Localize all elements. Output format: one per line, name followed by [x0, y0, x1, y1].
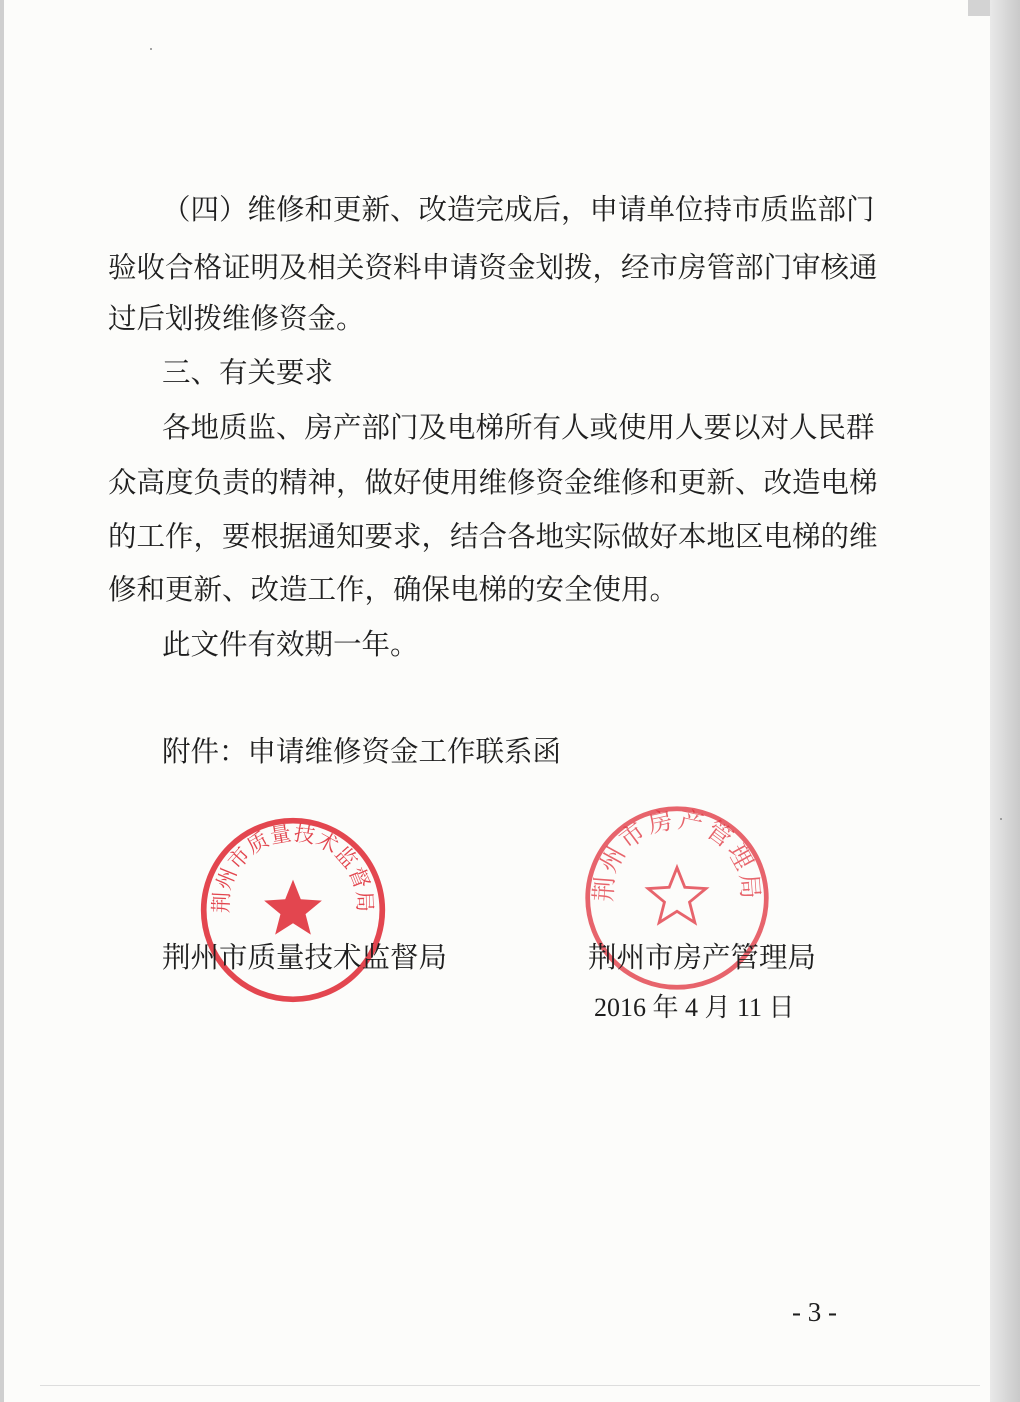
scan-speck — [1000, 818, 1002, 820]
seal-right-text: 荆州市房产管理局 — [588, 804, 766, 903]
attachment-line: 附件：申请维修资金工作联系函 — [162, 735, 562, 768]
paragraph-line: 过后划拨维修资金。 — [108, 302, 365, 335]
paragraph-line: 各地质监、房产部门及电梯所有人或使用人要以对人民群 — [162, 411, 875, 444]
signature-org-left: 荆州市质量技术监督局 — [162, 941, 448, 974]
seal-left-text: 荆州市质量技术监督局 — [208, 821, 378, 914]
paragraph-line: 验收合格证明及相关资料申请资金划拨，经市房管部门审核通 — [108, 251, 878, 284]
paragraph-line: 众高度负责的精神，做好使用维修资金维修和更新、改造电梯 — [108, 466, 878, 499]
signature-date: 2016 年 4 月 11 日 — [594, 993, 795, 1022]
scan-right-edge — [990, 0, 1020, 1402]
paragraph-line: 的工作，要根据通知要求，结合各地实际做好本地区电梯的维 — [108, 520, 878, 553]
section-heading: 三、有关要求 — [162, 356, 334, 389]
scan-corner-shadow — [968, 0, 990, 16]
paragraph-line: （四）维修和更新、改造完成后，申请单位持市质监部门 — [162, 193, 875, 226]
seal-star-icon — [648, 868, 706, 923]
signature-org-right: 荆州市房产管理局 — [588, 941, 817, 974]
paragraph-line: 修和更新、改造工作，确保电梯的安全使用。 — [108, 573, 679, 606]
scan-bottom-edge — [40, 1385, 980, 1386]
seal-star-icon — [264, 880, 322, 935]
page-number: - 3 - — [792, 1297, 837, 1327]
scan-speck — [150, 48, 152, 50]
scan-left-edge — [0, 0, 4, 1402]
validity-note: 此文件有效期一年。 — [162, 628, 419, 661]
svg-text:荆州市房产管理局 — [589, 805, 766, 903]
